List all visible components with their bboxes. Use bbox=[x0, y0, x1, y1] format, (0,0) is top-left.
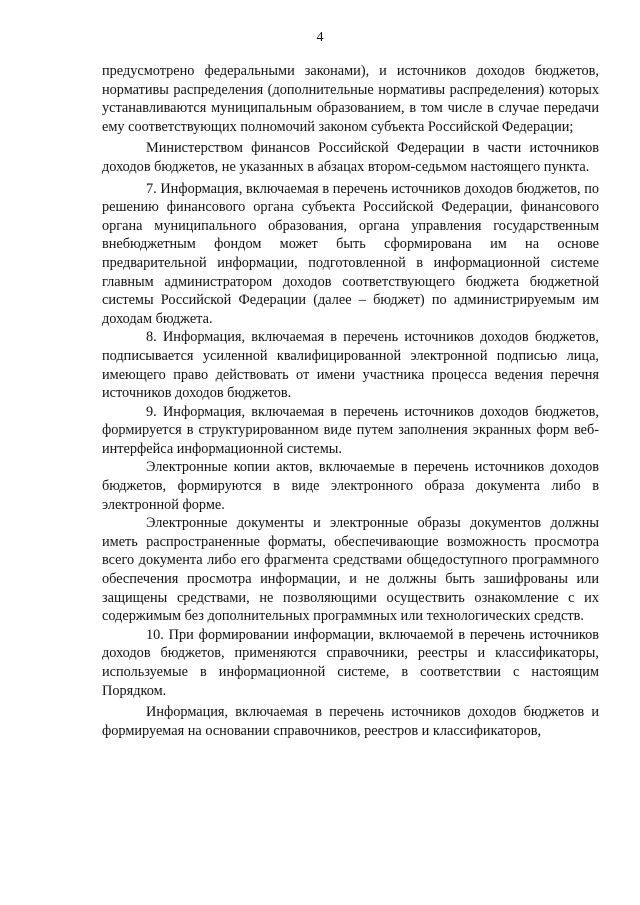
paragraph-item-9: 9. Информация, включаемая в перечень источников доходов бюджетов, формируется в структурированном виде путем заполнения экранных форм веб-интерфейса информационной системы. bbox=[102, 403, 599, 457]
document-body bbox=[102, 62, 599, 740]
paragraph: предусмотрено федеральными законами), и источников доходов бюджетов, нормативы распределения (дополнительные нормативы распределения) которых устанавливаются муниципальным образованием, в том числе в случае передачи ему соответствующих полномочий законом субъекта Российской Федерации; bbox=[102, 63, 599, 135]
paragraph: Электронные документы и электронные образы документов должны иметь распространенные форматы, обеспечивающие возможность просмотра всего документа либо его фрагмента средствами общедоступного программного обеспечения просмотра информации, и не должны быть зашифрованы или защищены средствами, не позволяющими осуществить ознакомление с их содержимым без дополнительных программных или технологических средств. bbox=[102, 515, 599, 625]
paragraph: Электронные копии актов, включаемые в перечень источников доходов бюджетов, формируются в виде электронного образа документа либо в электронной форме. bbox=[102, 459, 599, 513]
paragraph-item-8: 8. Информация, включаемая в перечень источников доходов бюджетов, подписывается усиленной квалифицированной электронной подписью лица, имеющего право действовать от имени участника процесса ведения перечня источников доходов бюджетов. bbox=[102, 329, 599, 402]
paragraph: Информация, включаемая в перечень источников доходов бюджетов и формируемая на основании справочников, реестров и классификаторов, bbox=[102, 704, 599, 739]
paragraph-item-10: 10. При формировании информации, включаемой в перечень источников доходов бюджетов, применяются справочники, реестры и классификаторы, используемые в информационной системе, в соответствии с настоящим Порядком. bbox=[102, 626, 599, 699]
paragraph: Министерством финансов Российской Федерации в части источников доходов бюджетов, не указанных в абзацах втором-седьмом настоящего пункта. bbox=[102, 140, 599, 175]
paragraph-item-7: 7. Информация, включаемая в перечень источников доходов бюджетов, по решению финансового органа субъекта Российской Федерации, финансового органа муниципального образования, органа управления государственным внебюджетным фондом может быть сформирована им на основе предварительной информации, подготовленной в информационной системе главным администратором доходов соответствующего бюджета бюджетной системы Российской Федерации (далее – бюджет) по администрируемым им доходам бюджета. bbox=[102, 180, 599, 327]
page-number: 4 bbox=[316, 30, 324, 45]
